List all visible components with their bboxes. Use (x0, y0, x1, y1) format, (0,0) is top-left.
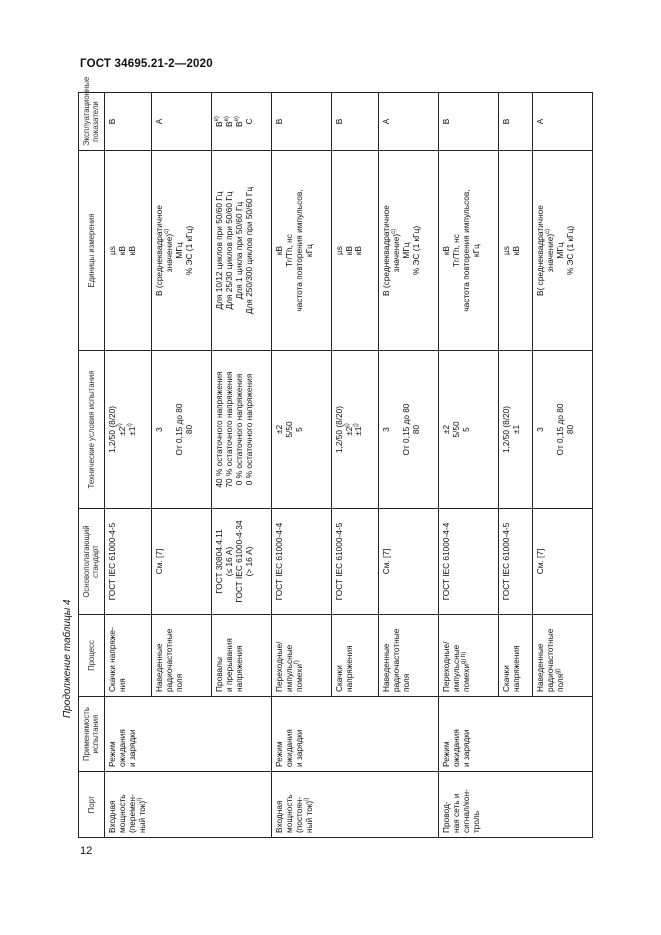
cell-line (442, 513, 452, 610)
cell-text: МГц (173, 242, 184, 259)
port-cell (271, 772, 438, 838)
cell-text: ная сеть и (450, 793, 461, 833)
cell-line (502, 513, 512, 610)
condition-value: 3 (535, 427, 545, 432)
cell-line (335, 513, 345, 610)
cell-text: Входная (106, 800, 117, 833)
cell-line (295, 619, 305, 692)
cell-line (462, 355, 472, 504)
process-cell (271, 615, 331, 697)
units-cell (151, 151, 211, 351)
footnote-mark: c) (390, 228, 397, 234)
cell-line (512, 355, 522, 504)
cell-text: Наведенные (153, 643, 164, 692)
cell-text: мощность (283, 794, 294, 833)
cell-text: радиочастотные (390, 628, 401, 692)
cell-text: частота повторения импульсов, (460, 189, 471, 312)
process-cell (331, 615, 378, 697)
cell-text: ГОСТ IEC 61000-4-34 (233, 520, 244, 603)
cell-text: Режим (106, 741, 117, 767)
footnote-mark: e) (223, 116, 230, 122)
cell-text: импульсные (283, 644, 294, 692)
cell-text: Наведенные (380, 643, 391, 692)
port-cell (104, 772, 271, 838)
col-header-applicability: Применимость испытания (79, 697, 105, 772)
process-cell (533, 615, 593, 697)
document-title: ГОСТ 34695.21-2—2020 (80, 58, 213, 70)
cell-text: Скачки напряже- (106, 627, 117, 692)
condition-value: ±2 (116, 426, 127, 436)
cell-line (108, 513, 118, 610)
cell-text: кВ (440, 245, 451, 256)
cell-text: ГОСТ IEC 61000-4-4 (440, 522, 451, 601)
cell-line (245, 513, 255, 610)
cell-text: См. [7] (153, 548, 164, 575)
col-header-port: Порт (79, 772, 105, 838)
cell-text: % ЭС (1 кГц) (564, 225, 575, 276)
cell-text: мощность (116, 794, 127, 833)
cell-line (128, 355, 138, 504)
cell-line (295, 701, 305, 767)
footnote-mark: e) (214, 116, 220, 122)
cell-text: (≤ 16 А) (223, 546, 234, 577)
table-body (104, 93, 592, 838)
process-cell (378, 615, 438, 697)
footnote-mark: i) (116, 423, 123, 427)
conditions-cell (211, 351, 271, 509)
units-cell (438, 151, 498, 351)
criteria-value: С (243, 118, 254, 125)
criteria-value: В (106, 118, 117, 125)
cell-line (305, 776, 315, 833)
cell-line (185, 155, 195, 346)
cell-line (382, 97, 392, 146)
units-cell (271, 151, 331, 351)
cell-line (245, 97, 255, 146)
units-cell (533, 151, 593, 351)
cell-line (402, 619, 412, 692)
cell-text: ожидания (283, 729, 294, 767)
cell-text: значение) (390, 233, 401, 273)
cell-text: значение) (163, 233, 174, 273)
conditions-cell (271, 351, 331, 509)
condition-value: 1,2/50 (8/20) (500, 405, 511, 454)
criteria-cell (438, 93, 498, 151)
conditions-cell (104, 351, 151, 509)
criteria-value: В (333, 118, 344, 125)
cell-text: ГОСТ IEC 61000-4-5 (106, 522, 117, 601)
standard-cell (533, 509, 593, 615)
condition-value: 5/50 (450, 421, 461, 438)
cell-text: Режим (273, 741, 284, 767)
footnote-mark: e) (233, 116, 240, 122)
cell-line (295, 355, 305, 504)
units-cell (498, 151, 532, 351)
cell-text: и зарядки (293, 729, 304, 767)
criteria-cell (151, 93, 211, 151)
cell-line (305, 155, 315, 346)
cell-text: поля (400, 673, 411, 692)
cell-text: Провод- (440, 801, 451, 833)
cell-line (138, 776, 148, 833)
footnote-mark: i) (136, 797, 143, 801)
continuation-label-wrap (62, 599, 76, 732)
footnote-mark: c) (545, 228, 552, 234)
cell-text: кВ (126, 245, 137, 256)
cell-text: Для 10/12 циклов при 50/60 Гц (213, 191, 224, 310)
condition-value: ±2 (273, 424, 284, 435)
condition-value: От 0,15 до 80 (173, 403, 184, 456)
cell-text: кГц (303, 244, 314, 257)
cell-text: напряжения (343, 645, 354, 692)
condition-value: От 0,15 до 80 (554, 403, 565, 456)
cell-line (472, 776, 482, 833)
cell-text: См. [7] (380, 548, 391, 575)
cell-line (442, 97, 452, 146)
conditions-cell (533, 351, 593, 509)
standard-cell (271, 509, 331, 615)
cell-line (382, 513, 392, 610)
cell-text: (постоян- (293, 796, 304, 833)
condition-value: 80 (410, 424, 421, 435)
criteria-value: В (213, 121, 224, 127)
conditions-cell (331, 351, 378, 509)
cell-line (502, 97, 512, 146)
condition-value: 80 (183, 424, 194, 435)
cell-text: (перемен- (126, 794, 137, 833)
footnote-mark: g) (555, 668, 562, 674)
condition-value: 1,2/50 (8/20) (106, 405, 117, 454)
condition-value: 5 (460, 427, 471, 432)
cell-text: ный ток) (303, 800, 314, 833)
criteria-value: А (535, 118, 545, 125)
criteria-value: В (440, 118, 451, 125)
cell-text: помехи (293, 663, 304, 692)
cell-line (472, 155, 482, 346)
cell-line (245, 355, 255, 504)
process-cell (151, 615, 211, 697)
cell-text: ГОСТ IEC 61000-4-4 (273, 522, 284, 601)
condition-value: 3 (153, 427, 164, 432)
criteria-cell (271, 93, 331, 151)
process-cell (498, 615, 532, 697)
cell-line (512, 155, 522, 346)
criteria-cell (211, 93, 271, 151)
condition-value: 5 (293, 427, 304, 432)
footnote-mark: g) h) (460, 651, 467, 664)
cell-line (245, 155, 255, 346)
port-cell (438, 772, 592, 838)
cell-line (536, 513, 546, 610)
cell-text: Для 25/30 циклов при 50/60 Гц (223, 191, 234, 310)
cell-line (235, 619, 245, 692)
cell-text: См. [7] (535, 548, 545, 575)
col-header-units: Единицы измерения (79, 151, 105, 351)
table-row (271, 93, 331, 838)
rotated-table-frame (78, 76, 593, 838)
cell-text: помехи (460, 663, 471, 692)
criteria-value: А (380, 118, 391, 125)
process-cell (104, 615, 151, 697)
condition-value: 70 % остаточного напряжения (223, 371, 234, 488)
footnote-mark: f) (293, 660, 300, 664)
criteria-cell (104, 93, 151, 151)
condition-value: 0 % остаточного напряжения (243, 373, 254, 486)
cell-text: импульсные (450, 644, 461, 692)
header-row (79, 93, 105, 838)
cell-line (556, 619, 566, 692)
col-header-criteria: Эксплуатационные показатели (79, 93, 105, 151)
footnote-mark: i) (126, 423, 133, 427)
cell-text: МГц (554, 242, 565, 259)
cell-text: В (среднеквадратичное (380, 205, 391, 296)
cell-text: напряжения (510, 645, 521, 692)
process-cell (438, 615, 498, 697)
cell-text: кВ (353, 245, 364, 256)
cell-line (462, 619, 472, 692)
criteria-value: В (500, 118, 511, 125)
condition-value: ±1 (126, 426, 137, 436)
criteria-cell (498, 93, 532, 151)
applicability-cell (438, 697, 592, 772)
cell-text: поля (554, 673, 565, 692)
condition-value: 3 (380, 427, 391, 432)
cell-text: значение) (544, 233, 555, 273)
applicability-cell (104, 697, 271, 772)
units-cell (378, 151, 438, 351)
cell-text: ГОСТ IEC 61000-4-5 (500, 522, 511, 601)
cell-line (536, 97, 546, 146)
cell-line (412, 355, 422, 504)
cell-text: Tr/Th, нс (450, 234, 461, 267)
emc-test-table (78, 76, 593, 838)
footnote-mark: i) (303, 797, 310, 801)
cell-text: Режим (440, 741, 451, 767)
standard-cell (211, 509, 271, 615)
cell-text: µs (500, 246, 511, 255)
cell-text: кВ (343, 245, 354, 256)
condition-value: ±2 (440, 424, 451, 435)
cell-text: Скачки (333, 665, 344, 692)
cell-text: ожидания (450, 729, 461, 767)
page-number: 12 (80, 845, 93, 857)
cell-line (175, 619, 185, 692)
cell-text: ГОСТ 30804.4.11 (213, 529, 224, 594)
cell-line (512, 619, 522, 692)
standard-cell (378, 509, 438, 615)
criteria-value: В (273, 118, 284, 125)
condition-value: ±1 (353, 426, 364, 436)
cell-text: (> 16 А) (243, 546, 254, 577)
standard-cell (331, 509, 378, 615)
condition-value: 80 (564, 424, 575, 435)
cell-text: Наведенные (535, 643, 545, 692)
cell-text: и зарядки (126, 729, 137, 767)
standard-cell (151, 509, 211, 615)
col-header-standard: Основополагающий стандарт (79, 509, 105, 615)
conditions-cell (498, 351, 532, 509)
cell-line (462, 701, 472, 767)
cell-line (155, 513, 165, 610)
units-cell (331, 151, 378, 351)
criteria-value: А (153, 118, 164, 125)
conditions-cell (438, 351, 498, 509)
condition-value: 1,2/50 (8/20) (333, 405, 344, 454)
condition-value: ±2 (343, 426, 354, 436)
cell-line (275, 97, 285, 146)
condition-value: 5/50 (283, 421, 294, 438)
cell-text: частота повторения импульсов, (293, 189, 304, 312)
cell-text: µs (106, 246, 117, 255)
table-row (438, 93, 498, 838)
cell-text: ГОСТ IEC 61000-4-5 (333, 522, 344, 601)
cell-text: Скачки (500, 665, 511, 692)
table-container (78, 76, 593, 838)
cell-line (354, 155, 364, 346)
cell-text: напряжения (233, 645, 244, 692)
condition-value: 0 % остаточного напряжения (233, 373, 244, 486)
criteria-cell (378, 93, 438, 151)
cell-line (412, 155, 422, 346)
cell-line (335, 97, 345, 146)
criteria-value: В (223, 121, 234, 127)
cell-line (128, 701, 138, 767)
conditions-cell (151, 351, 211, 509)
cell-text: кВ (510, 245, 521, 256)
standard-cell (438, 509, 498, 615)
col-header-process: Процесс (79, 615, 105, 697)
standard-cell (104, 509, 151, 615)
cell-text: В( среднеквадратичное (535, 205, 545, 296)
cell-text: ный ток) (136, 800, 147, 833)
cell-line (566, 355, 576, 504)
cell-text: кВ (273, 245, 284, 256)
cell-text: радиочастотные (163, 628, 174, 692)
cell-text: Для 1 цикла при 50/60 Гц (233, 201, 244, 300)
col-header-conditions: Технические условия испытания (79, 351, 105, 509)
cell-text: Провалы (213, 657, 224, 692)
criteria-value: В (233, 121, 244, 127)
footnote-mark: c) (164, 228, 171, 234)
cell-text: % ЭС (1 кГц) (183, 225, 194, 276)
cell-text: Переходные/ (440, 641, 451, 692)
cell-line (354, 355, 364, 504)
standard-cell (498, 509, 532, 615)
cell-text: Для 250/300 циклов при 50/60 Гц (243, 186, 254, 315)
cell-line (155, 97, 165, 146)
cell-text: Входная (273, 800, 284, 833)
cell-text: ния (116, 678, 127, 692)
cell-text: ожидания (116, 729, 127, 767)
cell-text: кВ (116, 245, 127, 256)
cell-text: МГц (400, 242, 411, 259)
conditions-cell (378, 351, 438, 509)
cell-line (275, 513, 285, 610)
units-cell (211, 151, 271, 351)
condition-value: От 0,15 до 80 (400, 403, 411, 456)
cell-line (118, 619, 128, 692)
footnote-mark: j) (353, 423, 360, 427)
units-cell (104, 151, 151, 351)
condition-value: ±1 (510, 424, 521, 435)
cell-text: Tr/Th, нс (283, 234, 294, 267)
condition-value: 40 % остаточного напряжения (213, 371, 224, 488)
process-cell (211, 615, 271, 697)
cell-text: Переходные/ (273, 641, 284, 692)
footnote-mark: j) (343, 423, 350, 427)
continuation-label: Продолжение таблицы 4 (62, 599, 73, 718)
cell-text: В (среднеквадратичное (153, 205, 164, 296)
cell-text: кГц (470, 244, 481, 257)
cell-text: % ЭС (1 кГц) (410, 225, 421, 276)
cell-line (128, 155, 138, 346)
table-row (104, 93, 151, 838)
cell-line (566, 155, 576, 346)
cell-line (185, 355, 195, 504)
cell-line (108, 97, 118, 146)
applicability-cell (271, 697, 438, 772)
cell-text: µs (333, 246, 344, 255)
cell-text: и прерывания (223, 638, 234, 692)
cell-line (345, 619, 355, 692)
criteria-cell (331, 93, 378, 151)
cell-text: поля (173, 673, 184, 692)
cell-text: радиочастотные (544, 628, 555, 692)
cell-text: сигнал/кон- (460, 789, 471, 833)
cell-text: троль (470, 810, 481, 833)
cell-text: и зарядки (460, 729, 471, 767)
criteria-cell (533, 93, 593, 151)
